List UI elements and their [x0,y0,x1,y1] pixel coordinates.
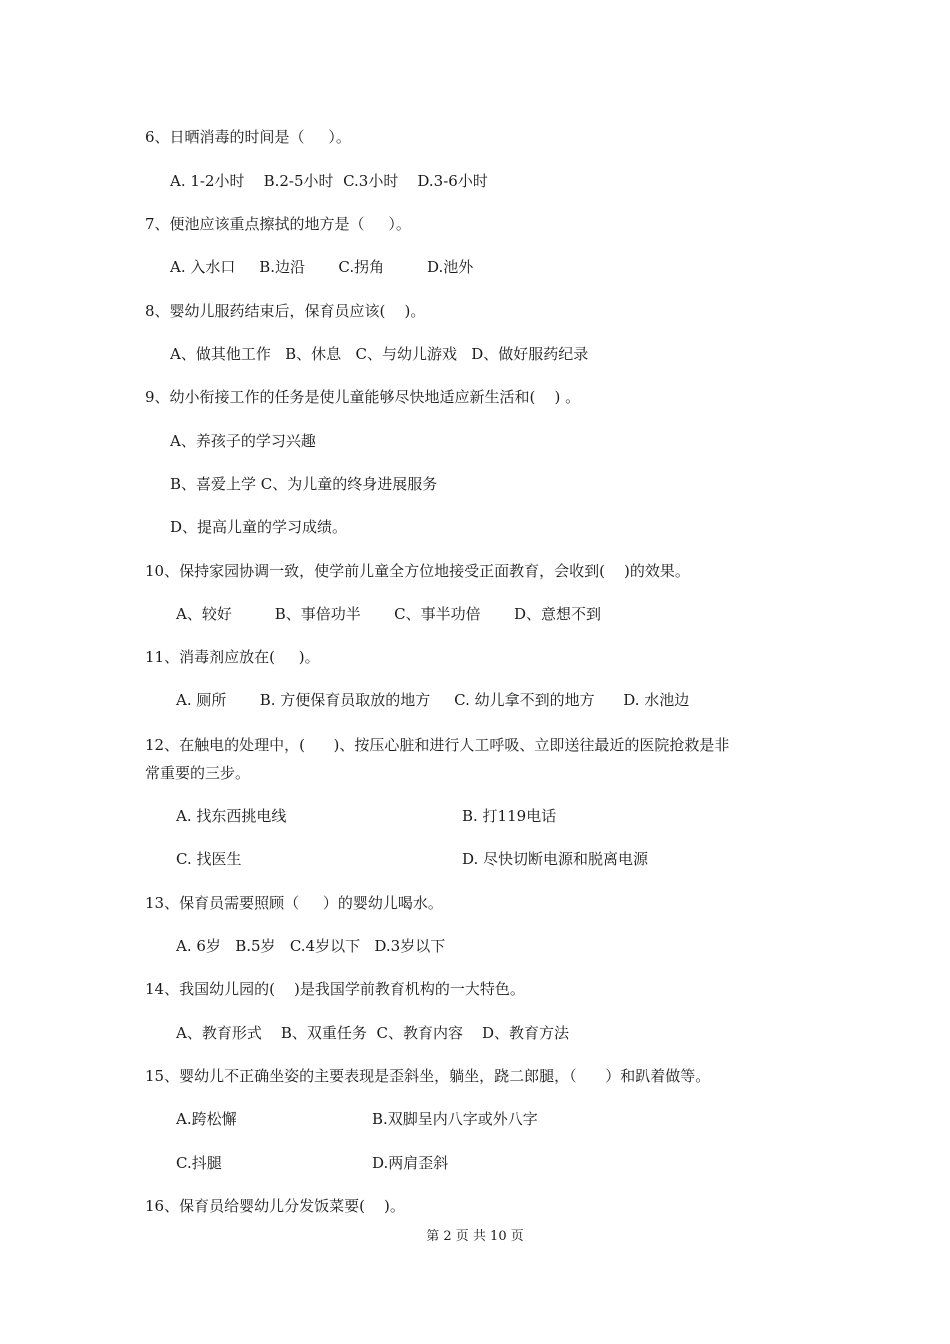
question-12-option-a: A. 找东西挑电线 [176,807,287,825]
question-6-stem: 6、日晒消毒的时间是（ ）。 [145,128,351,146]
question-9-option-a: A、养孩子的学习兴趣 [170,432,316,450]
question-12-stem-line2: 常重要的三步。 [145,764,251,782]
question-15-option-a: A.跨松懈 [176,1110,237,1128]
question-7-options: A. 入水口 B.边沿 C.拐角 D.池外 [170,258,474,276]
question-12-option-c: C. 找医生 [176,850,242,868]
question-13-options: A. 6岁 B.5岁 C.4岁以下 D.3岁以下 [176,937,446,955]
question-8-stem: 8、婴幼儿服药结束后，保育员应该( )。 [145,302,426,320]
question-8-options: A、做其他工作 B、休息 C、与幼儿游戏 D、做好服药纪录 [170,345,589,363]
question-10-stem: 10、保持家园协调一致，使学前儿童全方位地接受正面教育，会收到( )的效果。 [145,562,690,580]
question-14-options: A、教育形式 B、双重任务 C、教育内容 D、教育方法 [176,1024,570,1042]
question-9-option-d: D、提高儿童的学习成绩。 [170,518,348,536]
question-7-stem: 7、便池应该重点擦拭的地方是（ ）。 [145,215,411,233]
question-16-stem: 16、保育员给婴幼儿分发饭菜要( )。 [145,1197,405,1215]
question-15-option-d: D.两肩歪斜 [372,1154,449,1172]
question-9-stem: 9、幼小衔接工作的任务是使儿童能够尽快地适应新生活和( ) 。 [145,388,581,406]
question-9-option-bc: B、喜爱上学 C、为儿童的终身进展服务 [170,475,438,493]
page-number-footer: 第 2 页 共 10 页 [426,1229,524,1244]
question-15-stem: 15、婴幼儿不正确坐姿的主要表现是歪斜坐，躺坐，跷二郎腿，（ ）和趴着做等。 [145,1067,711,1085]
question-11-options: A. 厕所 B. 方便保育员取放的地方 C. 幼儿拿不到的地方 D. 水池边 [176,691,690,709]
question-6-options: A. 1-2小时 B.2-5小时 C.3小时 D.3-6小时 [170,172,488,190]
question-10-options: A、较好 B、事倍功半 C、事半功倍 D、意想不到 [176,605,602,623]
question-12-option-b: B. 打119电话 [462,807,557,825]
question-12-stem-line1: 12、在触电的处理中，( )、按压心脏和进行人工呼吸、立即送往最近的医院抢救是非 [145,736,730,754]
question-11-stem: 11、消毒剂应放在( )。 [145,648,320,666]
question-14-stem: 14、我国幼儿园的( )是我国学前教育机构的一大特色。 [145,980,525,998]
question-15-option-c: C.抖腿 [176,1154,222,1172]
question-13-stem: 13、保育员需要照顾（ ）的婴幼儿喝水。 [145,894,443,912]
question-12-option-d: D. 尽快切断电源和脱离电源 [462,850,649,868]
question-15-option-b: B.双脚呈内八字或外八字 [372,1110,538,1128]
